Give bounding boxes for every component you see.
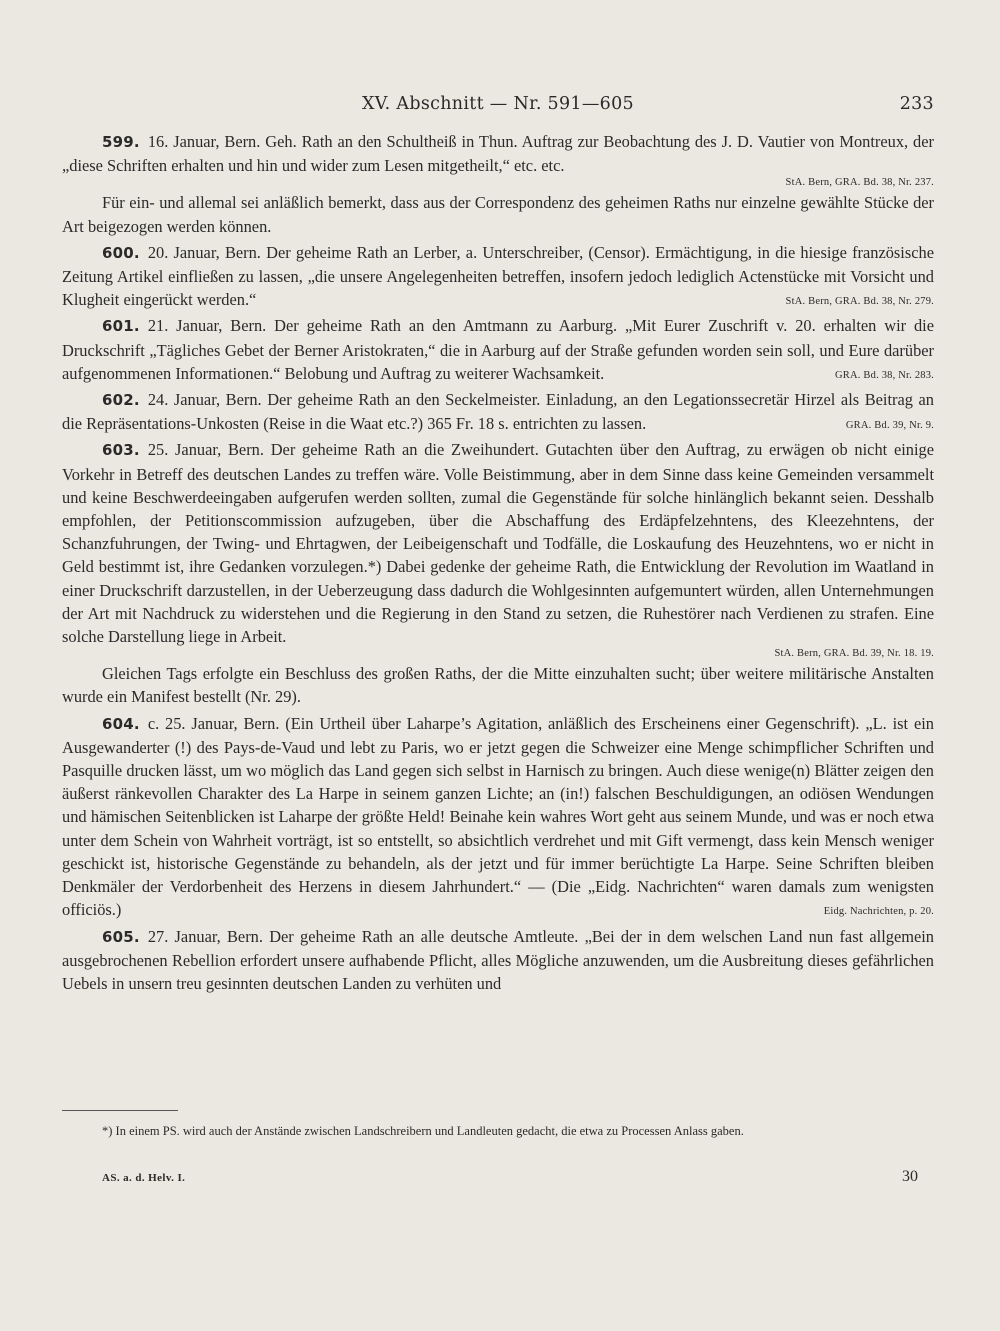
entry-text: c. 25. Januar, Bern. (Ein Urtheil über Laharpe’s Agitation, anläßlich des Erscheinens einer Gegenschrift). „L. ist ein Ausgewanderter (!) des Pays-de-Vaud und lebt zu Paris, wo er jetzt gegen die Schweizer eine Menge schimpflicher Schriften und Pasquille drucken lässt, um wo möglich das Land gegen sich selbst in Harnisch zu bringen. Auch diese wenige(n) Blätter zeigen den äußerst ränkevollen Charakter des La Harpe in seinem ganzen Lichte; an (in!) falschen Beschuldigungen, an odiösen Wendungen und hämischen Seitenblicken ist Laharpe der größte Held! Beinahe kein wahres Wort geht aus seinem Munde, und was er noch etwa unter dem Schein von Wahrheit vorträgt, ist so entstellt, so absichtlich verdrehet und mit Gift vermengt, dass kein Mensch weniger geschickt ist, historische Gegenstände zu behandeln, als der jetzt und für immer berüchtigte La Harpe. Seine Schriften bleiben Denkmäler der Verdorbenheit des Herzens in diesem Jahrhundert.“ — (Die „Eidg. Nachrichten“ waren damals zum wenigsten officiös.) — [62, 713, 934, 920]
entry-number: 600. — [102, 243, 140, 262]
entry-text: 24. Januar, Bern. Der geheime Rath an den Seckelmeister. Einladung, an den Legationssecretär Hirzel als Beitrag an die Repräsentations-Unkosten (Reise in die Waat etc.?) 365 Fr. 18 s. entrichten zu lassen. — [62, 390, 934, 434]
entry-text: 25. Januar, Bern. Der geheime Rath an die Zweihundert. Gutachten über den Auftrag, zu erwägen ob nicht einige Vorkehr in Betreff des deutschen Landes zu treffen wäre. Volle Beistimmung, aber in dem Sinne dass keine Gemeinden versammelt und keine Beschwerdeeingaben aufgerufen werden sollten, zumal die Gegenstände für solche hinlänglich bekannt seien. Desshalb empfohlen, der Petitionscommission aufzugeben, über die Abschaffung des Erdäpfelzehntens, des Kleezehntens, der Schanzfuhrungen, der Twing- und Ehrtagwen, der Leibeigenschaft und Todfälle, die Loskaufung des Heuzehntens, wo er nicht in Geld bestimmt ist, ihre Gedanken vorzulegen.*) Dabei gedenke der geheime Rath, die Entwicklung der Revolution im Waatland in einer Druckschrift darzustellen, in der Ueberzeugung dass dadurch die Wohlgesinnten aufgemuntert würden, allen Unternehmungen der Art mit Nachdruck zu widerstehen und die Regierung in den Stand zu setzen, die Ruhestörer nach Verdienen zu strafen. Eine solche Darstellung liege in Arbeit. — [62, 440, 934, 647]
entry-note: Gleichen Tags erfolgte ein Beschluss des großen Raths, der die Mitte einzuhalten sucht; über weitere militärische Anstalten wurde ein Manifest bestellt (Nr. 29). — [62, 664, 934, 707]
entry-number: 599. — [102, 133, 140, 151]
source-citation: StA. Bern, GRA. Bd. 39, Nr. 18. 19. — [774, 648, 934, 660]
source-citation: GRA. Bd. 38, Nr. 283. — [835, 369, 934, 381]
page-number: 233 — [899, 94, 934, 114]
entry-605 — [62, 925, 934, 996]
entry-note: Für ein- und allemal sei anläßlich bemerkt, dass aus der Correspondenz des geheimen Raths nur einzelne gewählte Stücke der Art beigezogen werden können. — [62, 193, 934, 236]
entry-604 — [62, 712, 934, 922]
source-citation: GRA. Bd. 39, Nr. 9. — [845, 420, 934, 432]
footnote: *) In einem PS. wird auch der Anstände zwischen Landschreibern und Landleuten gedacht, die etwa zu Processen Anlass gaben. — [102, 1124, 744, 1138]
footnote-divider — [62, 1110, 178, 1111]
entry-text: 16. Januar, Bern. Geh. Rath an den Schultheiß in Thun. Auftrag zur Beobachtung des J. D. Vautier von Montreux, der „diese Schriften erhalten und hin und wider zum Lesen mitgetheilt,“ etc. etc. — [62, 132, 934, 176]
entry-text: 27. Januar, Bern. Der geheime Rath an alle deutsche Amtleute. „Bei der in dem welschen Land nun fast allgemein ausgebrochenen Rebellion erfordert unsere aufhabende Pflicht, alles Mögliche anzuwenden, um die Ausbreitung dieses gefährlichen Uebels in unsern treu gesinnten deutschen Landen zu verhüten und — [62, 926, 934, 993]
source-citation: StA. Bern, GRA. Bd. 38, Nr. 237. — [785, 177, 934, 189]
page-body — [62, 130, 934, 995]
entry-text: 21. Januar, Bern. Der geheime Rath an den Amtmann zu Aarburg. „Mit Eurer Zuschrift v. 20. erhalten wir die Druckschrift „Tägliches Gebet der Berner Aristokraten,“ die in Aarburg auf der Straße gefunden worden sein soll, und Eure darüber aufgenommenen Informationen.“ Belobung und Auftrag zu weiterer Wachsamkeit. — [62, 316, 934, 383]
entry-number: 603. — [102, 441, 140, 460]
entry-601 — [62, 314, 934, 385]
entry-number: 602. — [102, 391, 140, 410]
running-head — [62, 94, 934, 120]
entry-599 — [62, 130, 934, 238]
sheet-number: 30 — [902, 1168, 918, 1185]
entry-number: 605. — [102, 927, 140, 946]
collection-signature: AS. a. d. Helv. I. — [102, 1172, 186, 1184]
entry-number: 604. — [102, 714, 140, 733]
entry-603 — [62, 438, 934, 708]
entry-602 — [62, 388, 934, 435]
source-citation: Eidg. Nachrichten, p. 20. — [823, 906, 934, 918]
source-citation: StA. Bern, GRA. Bd. 38, Nr. 279. — [785, 296, 934, 308]
entry-text: 20. Januar, Bern. Der geheime Rath an Lerber, a. Unterschreiber, (Censor). Ermächtigung, in die hiesige französische Zeitung Artikel einfließen zu lassen, „die unsere Angelegenheiten betreffen, insofern jedoch lediglich Actenstücke mit Vorsicht und Klugheit eingerückt werden.“ — [62, 242, 934, 310]
entry-600 — [62, 241, 934, 312]
section-title: XV. Abschnitt — Nr. 591—605 — [362, 94, 634, 114]
entry-number: 601. — [102, 317, 140, 336]
